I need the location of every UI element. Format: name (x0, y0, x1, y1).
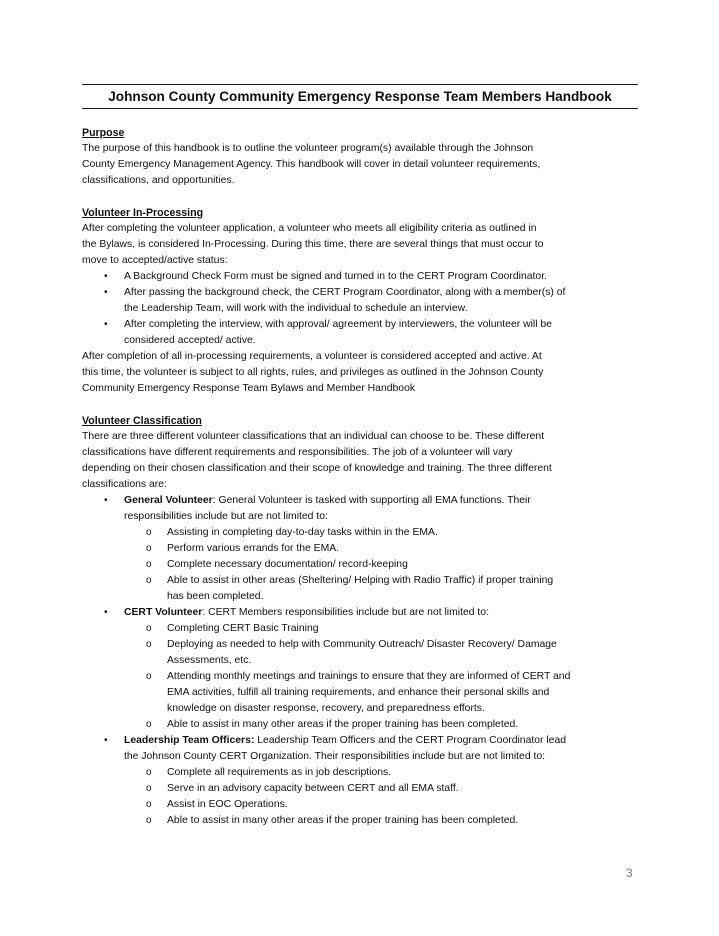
general-volunteer-item (82, 493, 638, 605)
leadership-officers-sublist (124, 765, 638, 829)
purpose-line: The purpose of this handbook is to outline the volunteer program(s) available through the Johnson (82, 143, 534, 154)
list-item-line: knowledge on disaster response, recovery, and preparedness efforts. (167, 703, 485, 714)
classification-intro-line: There are three different volunteer classifications that an individual can choose to be. These different (82, 431, 545, 442)
list-item-line: Attending monthly meetings and trainings to ensure that they are informed of CERT and (167, 671, 571, 682)
list-item-line: EMA activities, fulfill all training requirements, and enhance their personal skills and (167, 687, 550, 698)
cert-volunteer-text: : CERT Members responsibilities include but are not limited to: (202, 607, 489, 618)
cert-volunteer-label: CERT Volunteer (124, 607, 203, 618)
list-item (124, 573, 638, 605)
circle-bullet-icon: o (146, 767, 152, 778)
list-item (82, 269, 638, 285)
document-title: Johnson County Community Emergency Response Team Members Handbook (82, 84, 638, 109)
list-item (124, 557, 638, 573)
leadership-officers-label: Leadership Team Officers: (124, 735, 255, 746)
circle-bullet-icon: o (146, 639, 152, 650)
circle-bullet-icon: o (146, 527, 152, 538)
inprocessing-intro-line: After completing the volunteer application, a volunteer who meets all eligibility criteria as outlined in (82, 223, 537, 234)
bullet-icon: • (104, 319, 108, 330)
classification-section (82, 413, 638, 829)
list-item (124, 621, 638, 637)
bullet-icon: • (104, 271, 108, 282)
bullet-icon: • (104, 607, 108, 618)
general-volunteer-text: : General Volunteer is tasked with supporting all EMA functions. Their (212, 495, 531, 506)
list-item-line: Serve in an advisory capacity between CERT and all EMA staff. (167, 783, 459, 794)
list-item (124, 813, 638, 829)
list-item-line: the Leadership Team, will work with the individual to schedule an interview. (124, 303, 468, 314)
list-item-line: Deploying as needed to help with Community Outreach/ Disaster Recovery/ Damage (167, 639, 557, 650)
bullet-icon: • (104, 287, 108, 298)
circle-bullet-icon: o (146, 543, 152, 554)
circle-bullet-icon: o (146, 623, 152, 634)
classification-intro-line: classifications are: (82, 479, 167, 490)
circle-bullet-icon: o (146, 575, 152, 586)
list-item (124, 781, 638, 797)
general-volunteer-sublist (124, 525, 638, 605)
document-page (82, 84, 638, 829)
purpose-heading: Purpose (82, 127, 125, 139)
classification-heading: Volunteer Classification (82, 415, 202, 427)
inprocessing-closing-line: After completion of all in-processing requirements, a volunteer is considered accepted and active. At (82, 351, 542, 362)
circle-bullet-icon: o (146, 783, 152, 794)
list-item-line: has been completed. (167, 591, 264, 602)
classification-intro-line: classifications have different requirements and responsibilities. The job of a volunteer will vary (82, 447, 513, 458)
inprocessing-bullet-list (82, 269, 638, 349)
list-item (124, 637, 638, 669)
inprocessing-closing-line: this time, the volunteer is subject to all rights, rules, and privileges as outlined in the Johnson County (82, 367, 544, 378)
list-item-line: Assessments, etc. (167, 655, 252, 666)
bullet-icon: • (104, 495, 108, 506)
list-item-line: Able to assist in many other areas if the proper training has been completed. (167, 719, 519, 730)
list-item-line: considered accepted/ active. (124, 335, 256, 346)
list-item-line: Completing CERT Basic Training (167, 623, 319, 634)
list-item-line: Able to assist in many other areas if the proper training has been completed. (167, 815, 519, 826)
circle-bullet-icon: o (146, 815, 152, 826)
list-item-line (124, 493, 638, 509)
page-number: 3 (626, 866, 633, 880)
purpose-line: County Emergency Management Agency. This handbook will cover in detail volunteer requirements, (82, 159, 541, 170)
list-item-line: A Background Check Form must be signed and turned in to the CERT Program Coordinator. (124, 271, 547, 282)
inprocessing-intro-line: the Bylaws, is considered In-Processing. During this time, there are several things that must occur to (82, 239, 544, 250)
list-item-line (124, 605, 638, 621)
list-item (124, 717, 638, 733)
circle-bullet-icon: o (146, 799, 152, 810)
inprocessing-closing-line: Community Emergency Response Team Bylaws and Member Handbook (82, 383, 416, 394)
list-item (124, 525, 638, 541)
circle-bullet-icon: o (146, 719, 152, 730)
list-item (124, 797, 638, 813)
purpose-section (82, 125, 638, 189)
list-item-line: Able to assist in other areas (Sheltering/ Helping with Radio Traffic) if proper training (167, 575, 554, 586)
list-item-line: Perform various errands for the EMA. (167, 543, 340, 554)
cert-volunteer-sublist (124, 621, 638, 733)
circle-bullet-icon: o (146, 559, 152, 570)
list-item-line: Assisting in completing day-to-day tasks within in the EMA. (167, 527, 438, 538)
circle-bullet-icon: o (146, 671, 152, 682)
inprocessing-heading: Volunteer In-Processing (82, 207, 204, 219)
list-item (82, 317, 638, 349)
inprocessing-intro-line: move to accepted/active status: (82, 255, 228, 266)
list-item-line: Complete necessary documentation/ record-keeping (167, 559, 408, 570)
list-item-line: Complete all requirements as in job descriptions. (167, 767, 392, 778)
list-item (124, 669, 638, 717)
list-item-line: After passing the background check, the CERT Program Coordinator, along with a member(s) of (124, 287, 566, 298)
list-item-line: After completing the interview, with approval/ agreement by interviewers, the volunteer will be (124, 319, 552, 330)
list-item-line: the Johnson County CERT Organization. Their responsibilities include but are not limited to: (124, 751, 546, 762)
list-item (82, 285, 638, 317)
list-item (124, 541, 638, 557)
general-volunteer-label: General Volunteer (124, 495, 213, 506)
list-item-line (124, 733, 638, 749)
classification-intro-line: depending on their chosen classification and their scope of knowledge and training. The three different (82, 463, 552, 474)
leadership-officers-text: Leadership Team Officers and the CERT Program Coordinator lead (254, 735, 567, 746)
classification-list (82, 493, 638, 829)
inprocessing-section (82, 205, 638, 397)
bullet-icon: • (104, 735, 108, 746)
purpose-line: classifications, and opportunities. (82, 175, 235, 186)
leadership-officers-item (82, 733, 638, 829)
list-item-line: Assist in EOC Operations. (167, 799, 288, 810)
cert-volunteer-item (82, 605, 638, 733)
list-item (124, 765, 638, 781)
list-item-line: responsibilities include but are not limited to: (124, 511, 328, 522)
